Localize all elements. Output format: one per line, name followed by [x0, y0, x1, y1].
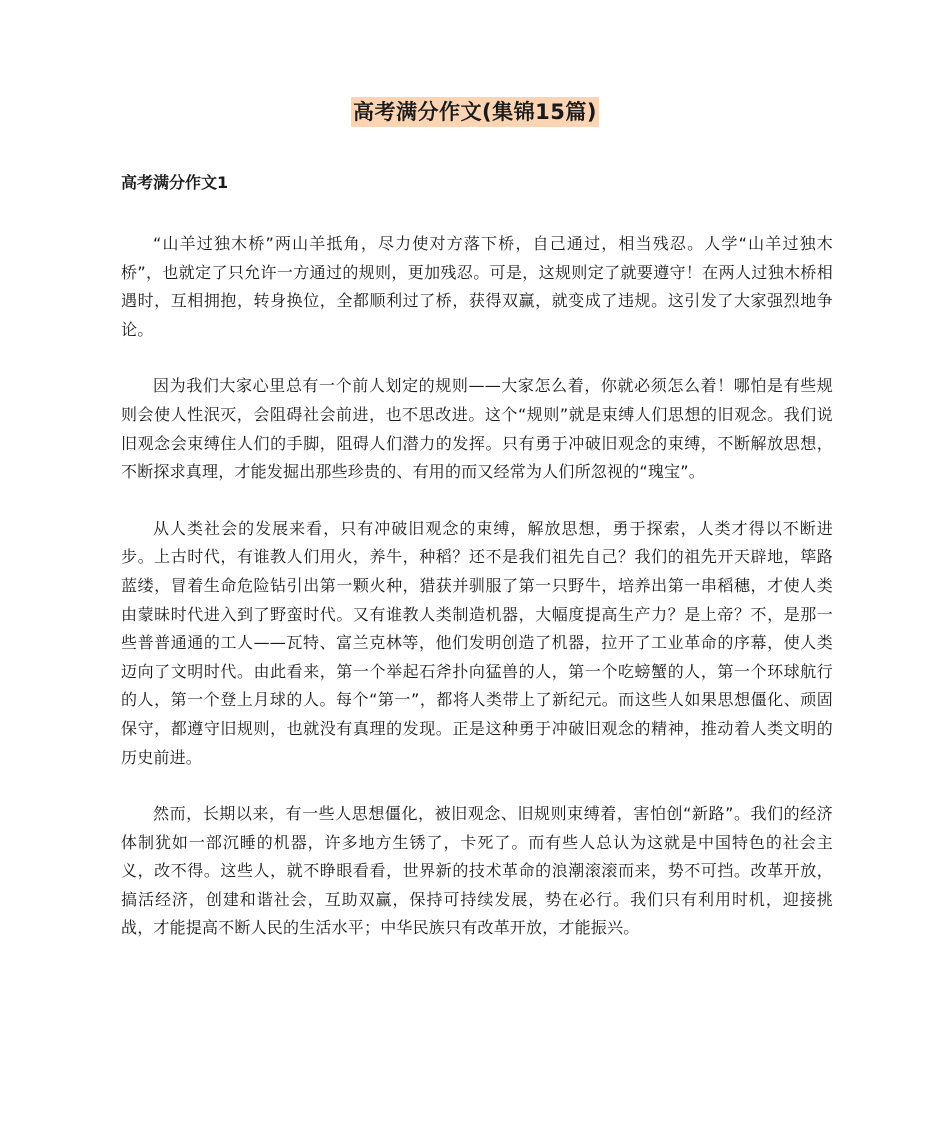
section-heading: 高考满分作文1: [121, 173, 229, 192]
paragraph-1: “山羊过独木桥”两山羊抵角，尽力使对方落下桥，自己通过，相当残忍。人学“山羊过独木桥”，也就定了只允许一方通过的规则，更加残忍。可是，这规则定了就要遵守！在两人过独木桥相遇时，互相拥抱，转身换位，全都顺利过了桥，获得双赢，就变成了违规。这引发了大家强烈地争论。: [121, 234, 833, 339]
title-container: [0, 97, 950, 127]
document-title: 高考满分作文(集锦15篇): [351, 97, 599, 127]
essay-body: [121, 230, 833, 971]
paragraph-4: 然而，长期以来，有一些人思想僵化，被旧观念、旧规则束缚着，害怕创“新路”。我们的经济体制犹如一部沉睡的机器，许多地方生锈了，卡死了。而有些人总认为这就是中国特色的社会主义，改不得。这些人，就不睁眼看看，世界新的技术革命的浪潮滚滚而来，势不可挡。改革开放，搞活经济，创建和谐社会，互助双赢，保持可持续发展，势在必行。我们只有利用时机，迎接挑战，才能提高不断人民的生活水平；中华民族只有改革开放，才能振兴。: [121, 804, 833, 938]
paragraph-2: 因为我们大家心里总有一个前人划定的规则——大家怎么着，你就必须怎么着！哪怕是有些规则会使人性泯灭，会阻碍社会前进，也不思改进。这个“规则”就是束缚人们思想的旧观念。我们说旧观念会束缚住人们的手脚，阻碍人们潜力的发挥。只有勇于冲破旧观念的束缚，不断解放思想，不断探求真理，才能发掘出那些珍贵的、有用的而又经常为人们所忽视的“瑰宝”。: [121, 376, 833, 482]
paragraph-3: 从人类社会的发展来看，只有冲破旧观念的束缚，解放思想，勇于探索，人类才得以不断进步。上古时代，有谁教人们用火，养牛，种稻？还不是我们祖先自己？我们的祖先开天辟地，筚路蓝缕，冒着生命危险钻引出第一颗火种，猎获并驯服了第一只野牛，培养出第一串稻穗，才使人类由蒙昧时代进入到了野蛮时代。又有谁教人类制造机器，大幅度提高生产力？是上帝？不，是那一些普普通通的工人——瓦特、富兰克林等，他们发明创造了机器，拉开了工业革命的序幕，使人类迈向了文明时代。由此看来，第一个举起石斧扑向猛兽的人，第一个吃螃蟹的人，第一个环球航行的人，第一个登上月球的人。每个“第一”，都将人类带上了新纪元。而这些人如果思想僵化、顽固保守，都遵守旧规则，也就没有真理的发现。正是这种勇于冲破旧观念的精神，推动着人类文明的历史前进。: [121, 518, 833, 767]
